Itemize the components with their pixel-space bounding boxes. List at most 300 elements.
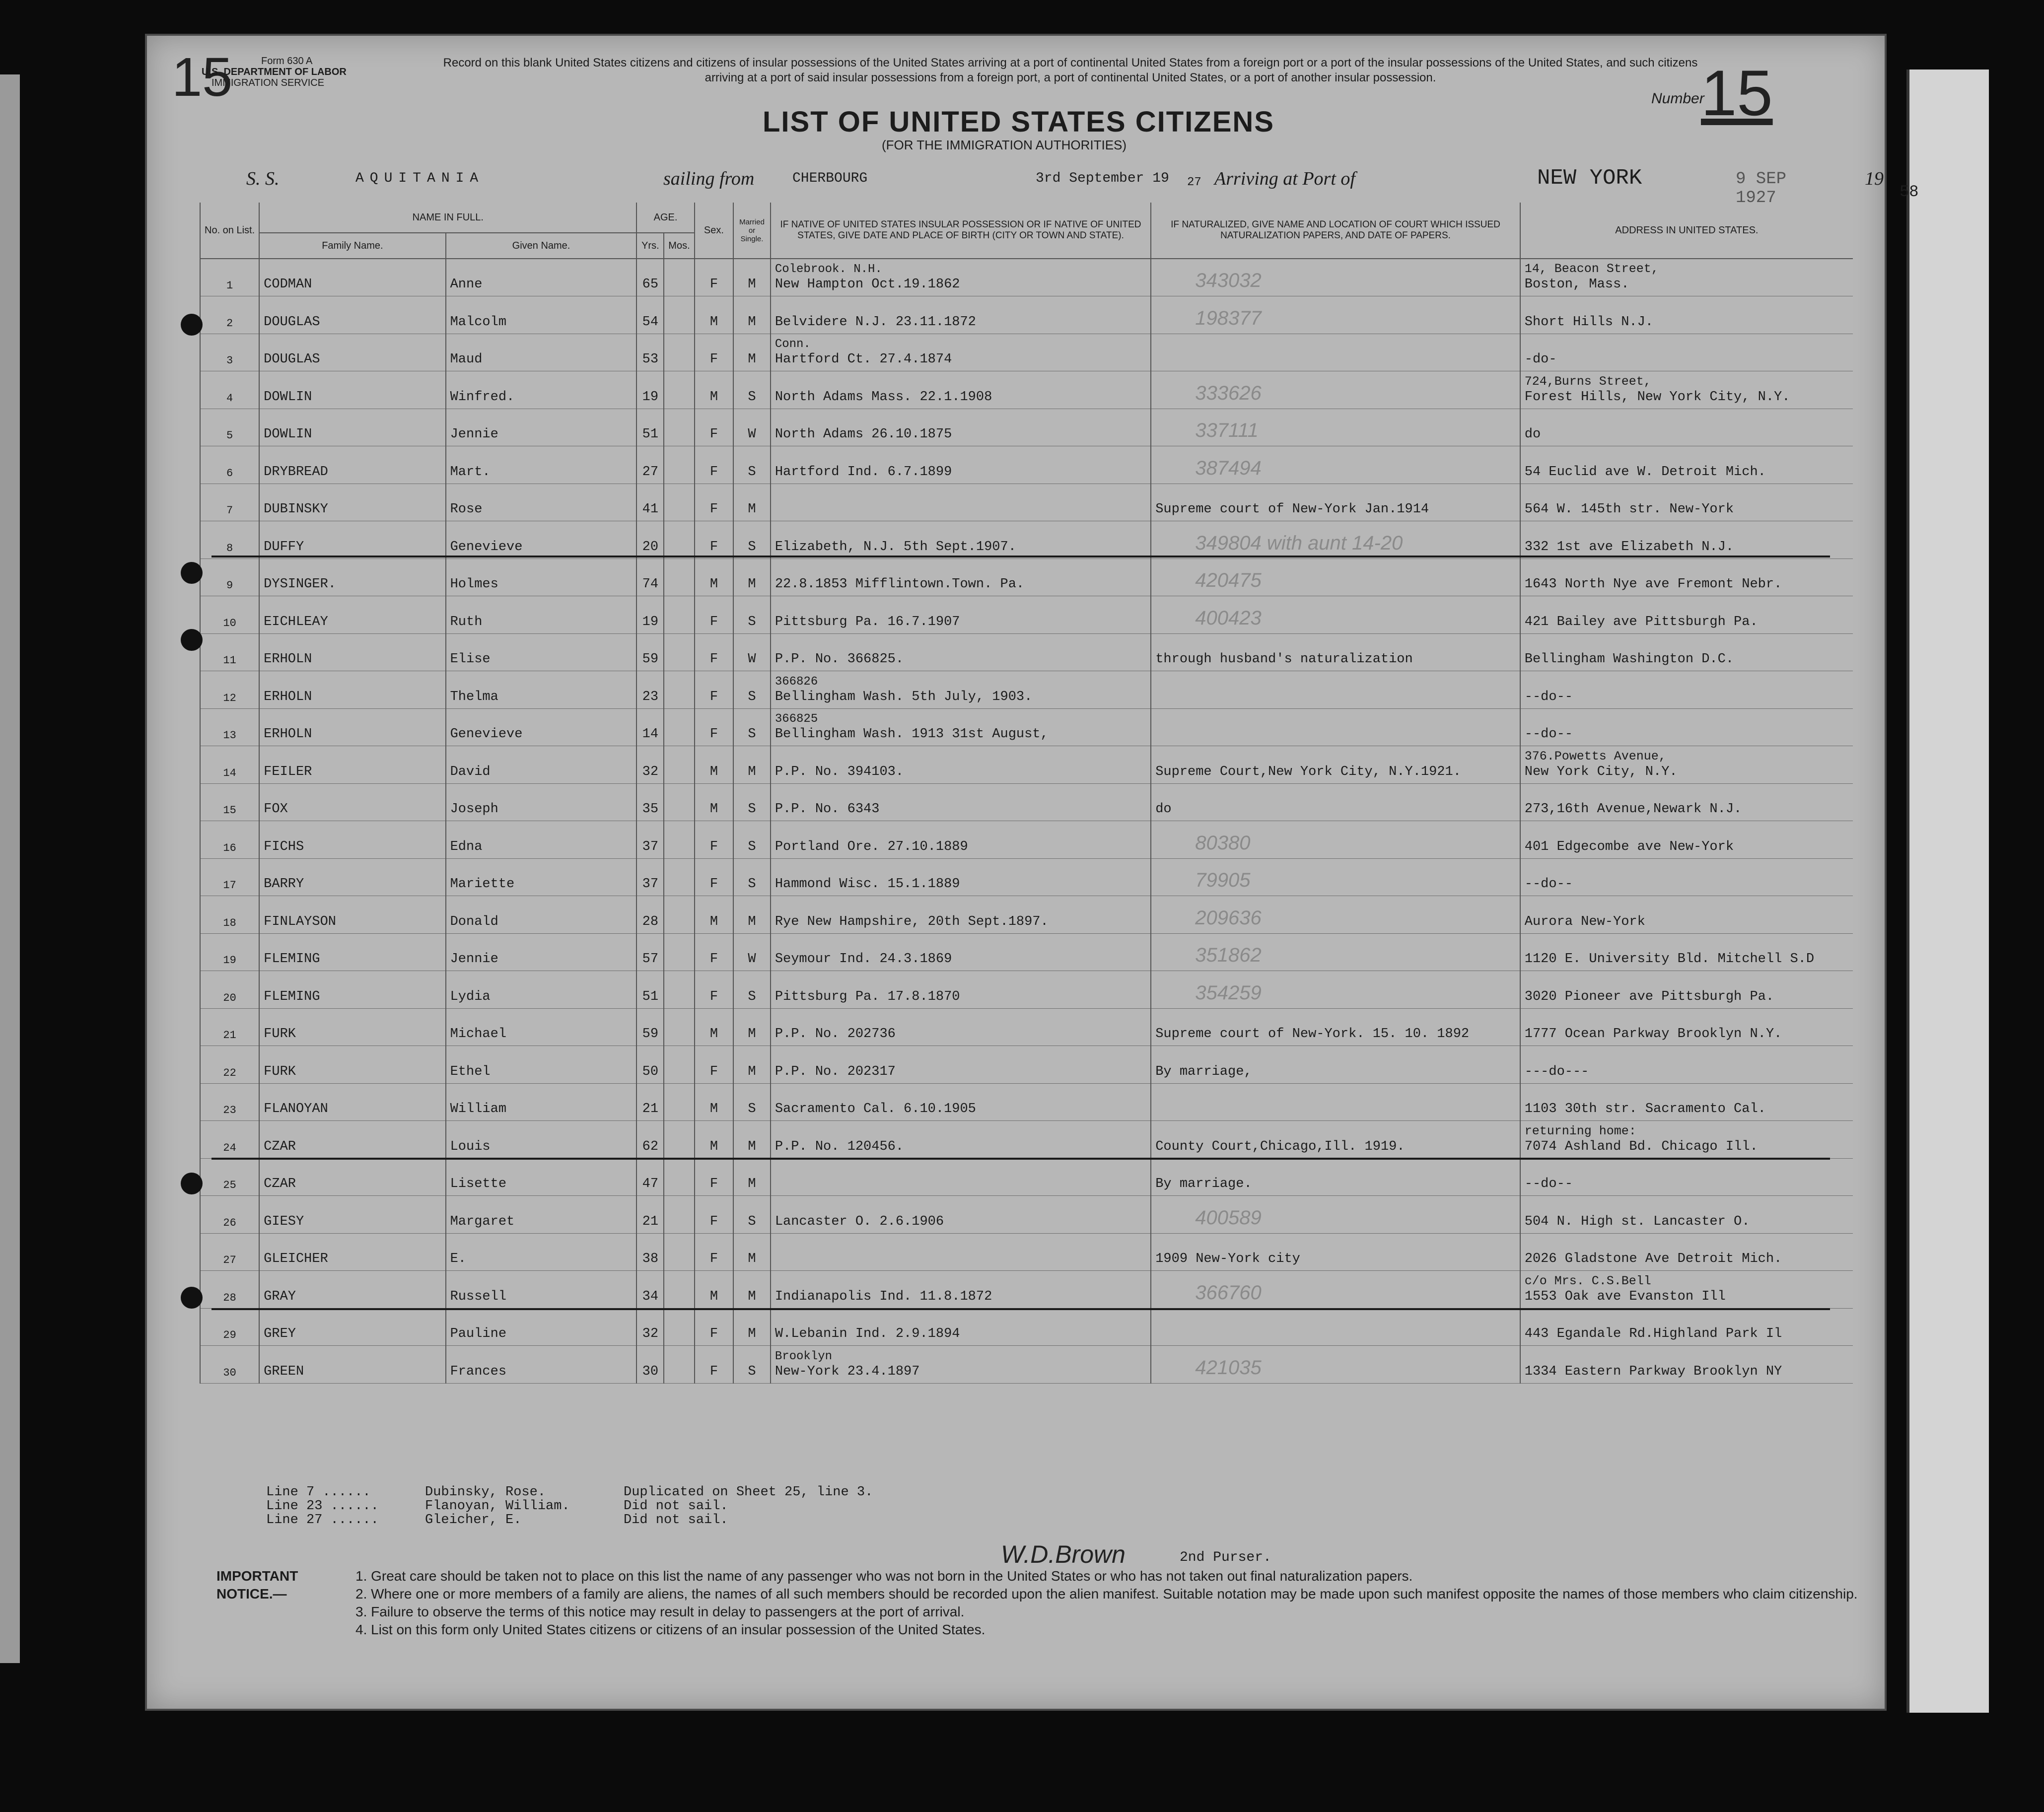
table-row (200, 1346, 1853, 1384)
col-naturalized: IF NATURALIZED, GIVE NAME AND LOCATION OF COURT WHICH ISSUED NATURALIZATION PAPERS, AND DATE OF PAPERS. (1151, 203, 1520, 259)
footnote-line (266, 1499, 921, 1513)
birth-place (771, 1233, 1151, 1271)
birth-place (771, 633, 1151, 671)
given-name (446, 596, 637, 634)
marital-status-text: M (748, 277, 756, 292)
birth-place-note: Colebrook. N.H. (775, 263, 882, 276)
age-years-text: 19 (642, 614, 659, 629)
arrival-stamp: 9 SEP 1927 (1736, 170, 1787, 208)
age-years-text: 37 (642, 839, 659, 854)
row-number-text: 12 (223, 692, 236, 704)
row-number-text: 3 (226, 354, 233, 367)
family-name (259, 558, 445, 596)
page-title: LIST OF UNITED STATES CITIZENS (763, 106, 1274, 138)
given-name (446, 783, 637, 821)
age-years (636, 1121, 664, 1159)
address-text: do (1524, 427, 1541, 442)
sex-text: F (709, 352, 718, 367)
age-years-text: 53 (642, 352, 659, 367)
address (1520, 971, 1853, 1009)
port-from: CHERBOURG (792, 171, 868, 186)
number-value: 15 (1701, 57, 1773, 129)
marital-status-text: M (748, 1027, 756, 1042)
naturalization (1151, 896, 1520, 934)
address (1520, 1271, 1853, 1309)
table-row (200, 971, 1853, 1009)
address-text: 3020 Pioneer ave Pittsburgh Pa. (1524, 989, 1774, 1004)
birth-place-note: Brooklyn (775, 1349, 833, 1363)
family-name-text: DUBINSKY (264, 502, 328, 517)
birth-place (771, 334, 1151, 371)
address-line-1: 724,Burns Street, (1524, 374, 1651, 389)
family-name (259, 296, 445, 334)
pencil-certificate-number: 354259 (1195, 981, 1262, 1004)
naturalization (1151, 371, 1520, 409)
row-number-text: 11 (223, 654, 236, 667)
marital-status-text: M (748, 502, 756, 517)
address (1520, 633, 1853, 671)
page-subtitle: (FOR THE IMMIGRATION AUTHORITIES) (882, 138, 1127, 152)
given-name (446, 1308, 637, 1346)
given-name (446, 409, 637, 446)
strike-line-23 (211, 1158, 1830, 1160)
family-name (259, 1008, 445, 1046)
address (1520, 1233, 1853, 1271)
birth-place-text: Pittsburg Pa. 17.8.1870 (775, 989, 960, 1004)
marital-status-text: M (748, 314, 756, 330)
sailing-label: sailing from (663, 168, 755, 189)
marital-status (733, 746, 771, 784)
birth-place (771, 1121, 1151, 1159)
age-months (664, 334, 694, 371)
row-number-text: 14 (223, 767, 236, 779)
sex-text: F (709, 877, 718, 892)
birth-place-text: P.P. No. 202317 (775, 1064, 896, 1079)
given-name (446, 484, 637, 521)
given-name-text: Rose (450, 502, 483, 517)
naturalization (1151, 1046, 1520, 1084)
family-name (259, 484, 445, 521)
age-years-text: 47 (642, 1177, 659, 1191)
birth-place-text: P.P. No. 366825. (775, 652, 904, 667)
table-row (200, 1271, 1853, 1309)
row-number-text: 25 (223, 1179, 236, 1191)
family-name-text: DOWLIN (264, 389, 312, 405)
age-years (636, 1196, 664, 1234)
row-number (200, 1008, 259, 1046)
sex (695, 933, 734, 971)
table-row (200, 1158, 1853, 1196)
port-to: NEW YORK (1537, 166, 1642, 191)
footnote-line: Line 27 ...... (266, 1513, 379, 1528)
given-name-text: Lisette (450, 1177, 507, 1191)
address (1520, 858, 1853, 896)
col-name-in-full: NAME IN FULL. (259, 203, 636, 233)
birth-place-text: Sacramento Cal. 6.10.1905 (775, 1102, 976, 1116)
age-years-text: 41 (642, 502, 659, 517)
year-19: 19 (1865, 168, 1884, 189)
row-number (200, 1046, 259, 1084)
sex (695, 783, 734, 821)
family-name-text: DYSINGER. (264, 577, 336, 592)
department: U.S. DEPARTMENT OF LABOR (202, 67, 347, 77)
address (1520, 1158, 1853, 1196)
birth-place (771, 558, 1151, 596)
given-name-text: Malcolm (450, 314, 507, 330)
address-text: New York City, N.Y. (1524, 764, 1678, 779)
sex-text: F (709, 614, 718, 629)
sex-text: M (709, 1139, 718, 1154)
sex (695, 896, 734, 934)
marital-status (733, 1196, 771, 1234)
address-text: --do-- (1524, 689, 1573, 704)
age-months (664, 558, 694, 596)
pencil-certificate-number: 400423 (1195, 607, 1262, 629)
age-years-text: 74 (642, 577, 659, 592)
marital-status-text: S (748, 539, 756, 555)
pencil-certificate-number: 79905 (1195, 869, 1251, 891)
age-years (636, 409, 664, 446)
naturalization (1151, 933, 1520, 971)
naturalization (1151, 633, 1520, 671)
given-name (446, 558, 637, 596)
naturalization (1151, 708, 1520, 746)
row-number (200, 1083, 259, 1121)
birth-place-text: New Hampton Oct.19.1862 (775, 277, 960, 292)
naturalization (1151, 1196, 1520, 1234)
family-name (259, 1158, 445, 1196)
row-number-text: 10 (223, 617, 236, 629)
birth-place (771, 596, 1151, 634)
row-number-text: 16 (223, 841, 236, 854)
sex (695, 821, 734, 859)
row-number-text: 8 (226, 542, 233, 555)
age-years-text: 51 (642, 427, 659, 442)
given-name (446, 446, 637, 484)
sex-text: F (709, 277, 718, 292)
family-name (259, 1121, 445, 1159)
age-years-text: 14 (642, 727, 659, 742)
row-number (200, 783, 259, 821)
sex (695, 1271, 734, 1309)
marital-status (733, 296, 771, 334)
naturalization (1151, 783, 1520, 821)
address (1520, 1346, 1853, 1384)
sex-text: M (709, 1027, 718, 1042)
birth-place (771, 858, 1151, 896)
table-row (200, 783, 1853, 821)
sex (695, 259, 734, 296)
address-text: --do-- (1524, 727, 1573, 742)
birth-place (771, 259, 1151, 296)
row-number-text: 6 (226, 467, 233, 480)
age-months (664, 371, 694, 409)
row-number-text: 4 (226, 392, 233, 405)
sex (695, 334, 734, 371)
sex-text: M (709, 314, 718, 330)
address (1520, 1196, 1853, 1234)
given-name-text: Holmes (450, 577, 498, 592)
sex-text: F (709, 952, 718, 967)
address (1520, 746, 1853, 784)
row-number (200, 484, 259, 521)
age-months (664, 1008, 694, 1046)
address-text: --do-- (1524, 877, 1573, 892)
given-name (446, 1158, 637, 1196)
family-name (259, 409, 445, 446)
family-name (259, 596, 445, 634)
row-number (200, 409, 259, 446)
age-years (636, 633, 664, 671)
age-years-text: 20 (642, 539, 659, 555)
age-months (664, 671, 694, 709)
address (1520, 933, 1853, 971)
table-row (200, 671, 1853, 709)
marital-status (733, 1308, 771, 1346)
age-years (636, 1233, 664, 1271)
age-years (636, 858, 664, 896)
purser-title: 2nd Purser. (1180, 1550, 1271, 1565)
age-years (636, 558, 664, 596)
row-number (200, 558, 259, 596)
sex (695, 633, 734, 671)
birth-place (771, 446, 1151, 484)
address-text: 401 Edgecombe ave New-York (1524, 839, 1734, 854)
row-number (200, 1271, 259, 1309)
naturalization (1151, 409, 1520, 446)
given-name (446, 334, 637, 371)
address (1520, 671, 1853, 709)
marital-status (733, 1346, 771, 1384)
given-name-text: Winfred. (450, 389, 515, 405)
age-months (664, 259, 694, 296)
marital-status (733, 933, 771, 971)
marital-status (733, 596, 771, 634)
age-years (636, 1046, 664, 1084)
given-name-text: Frances (450, 1364, 507, 1379)
number-label: Number (1651, 90, 1704, 107)
given-name (446, 1121, 637, 1159)
family-name (259, 633, 445, 671)
birth-place-text: Lancaster O. 2.6.1906 (775, 1214, 944, 1229)
footnote-name: Dubinsky, Rose. (425, 1485, 546, 1500)
address-text: 443 Egandale Rd.Highland Park Il (1524, 1326, 1782, 1341)
address-text: ---do--- (1524, 1064, 1589, 1079)
row-number (200, 596, 259, 634)
age-months (664, 821, 694, 859)
table-row (200, 446, 1853, 484)
naturalization-text: Supreme court of New-York. 15. 10. 1892 (1155, 1027, 1470, 1042)
naturalization (1151, 746, 1520, 784)
row-number (200, 446, 259, 484)
birth-place-text: Bellingham Wash. 5th July, 1903. (775, 689, 1033, 704)
sailing-date: 3rd September 19 (1036, 171, 1169, 186)
sex-text: F (709, 464, 718, 480)
address-text: 1643 North Nye ave Fremont Nebr. (1524, 577, 1782, 592)
family-name (259, 1346, 445, 1384)
family-name-text: DOWLIN (264, 427, 312, 442)
naturalization (1151, 1346, 1520, 1384)
table-row (200, 1308, 1853, 1346)
birth-place-text: P.P. No. 394103. (775, 764, 904, 779)
family-name-text: CODMAN (264, 277, 312, 292)
marital-status (733, 1121, 771, 1159)
row-number (200, 1196, 259, 1234)
age-months (664, 1196, 694, 1234)
marital-status-text: M (748, 914, 756, 929)
row-number (200, 1158, 259, 1196)
sex-text: M (709, 577, 718, 592)
stamp-number: 15 (172, 47, 233, 108)
naturalization (1151, 1271, 1520, 1309)
purser-signature: W.D.Brown (1001, 1540, 1126, 1568)
sex-text: M (709, 389, 718, 405)
family-name (259, 783, 445, 821)
page-number: 58 (1900, 183, 1919, 201)
family-name (259, 896, 445, 934)
family-name (259, 334, 445, 371)
given-name-text: Genevieve (450, 539, 523, 555)
age-months (664, 1158, 694, 1196)
given-name-text: Donald (450, 914, 498, 929)
birth-place (771, 1346, 1151, 1384)
table-row (200, 558, 1853, 596)
row-number-text: 15 (223, 804, 236, 817)
sex-text: M (709, 764, 718, 779)
pencil-certificate-number: 351862 (1195, 944, 1262, 966)
footnote-note: Did not sail. (624, 1499, 728, 1514)
marital-status (733, 821, 771, 859)
sex (695, 708, 734, 746)
row-number-text: 9 (226, 579, 233, 592)
table-row (200, 409, 1853, 446)
age-years-text: 59 (642, 652, 659, 667)
sex (695, 1233, 734, 1271)
col-native: IF NATIVE OF UNITED STATES INSULAR POSSESSION OR IF NATIVE OF UNITED STATES, GIVE DATE AND PLACE OF BIRTH (CITY OR TOWN AND STATE). (771, 203, 1151, 259)
notice-item: 4. List on this form only United States citizens or citizens of an insular possession of the United States. (355, 1622, 986, 1637)
sex (695, 971, 734, 1009)
birth-place (771, 1046, 1151, 1084)
birth-place-text: Belvidere N.J. 23.11.1872 (775, 314, 976, 330)
pencil-certificate-number: 343032 (1195, 270, 1262, 291)
naturalization (1151, 1121, 1520, 1159)
address-text: 1553 Oak ave Evanston Ill (1524, 1289, 1726, 1304)
row-number-text: 21 (223, 1029, 236, 1042)
given-name-text: Jennie (450, 427, 498, 442)
family-name-text: DOUGLAS (264, 314, 320, 330)
marital-status (733, 371, 771, 409)
naturalization-text: Supreme Court,New York City, N.Y.1921. (1155, 764, 1461, 779)
birth-place-text: New-York 23.4.1897 (775, 1364, 920, 1379)
marital-status-text: S (748, 802, 756, 817)
address-text: -do- (1524, 352, 1557, 367)
punch-hole (181, 629, 203, 651)
important-notice (216, 1567, 1865, 1639)
age-months (664, 1271, 694, 1309)
table-row (200, 334, 1853, 371)
address (1520, 1121, 1853, 1159)
birth-place-text: Elizabeth, N.J. 5th Sept.1907. (775, 539, 1016, 555)
row-number (200, 1346, 259, 1384)
age-years-text: 27 (642, 464, 659, 480)
sex (695, 1346, 734, 1384)
row-number (200, 334, 259, 371)
footnote-name: Gleicher, E. (425, 1513, 522, 1528)
sex-text: M (709, 914, 718, 929)
family-name (259, 671, 445, 709)
sex (695, 371, 734, 409)
birth-place (771, 1308, 1151, 1346)
family-name-text: DRYBREAD (264, 464, 328, 480)
marital-status-text: S (748, 389, 756, 405)
year-suffix: 27 (1187, 176, 1201, 189)
marital-status (733, 633, 771, 671)
row-number-text: 22 (223, 1066, 236, 1079)
marital-status-text: W (748, 652, 756, 667)
table-row (200, 1046, 1853, 1084)
age-years-text: 19 (642, 389, 659, 405)
address-text: 54 Euclid ave W. Detroit Mich. (1524, 464, 1766, 480)
sex-text: F (709, 1252, 718, 1266)
pencil-certificate-number: 80380 (1195, 832, 1251, 854)
pencil-certificate-number: 387494 (1195, 457, 1262, 479)
age-months (664, 971, 694, 1009)
given-name-text: Margaret (450, 1214, 515, 1229)
address (1520, 821, 1853, 859)
marital-status (733, 1046, 771, 1084)
punch-hole (181, 1173, 203, 1194)
table-row (200, 633, 1853, 671)
address-text: Boston, Mass. (1524, 277, 1629, 292)
given-name-text: Maud (450, 352, 483, 367)
address (1520, 596, 1853, 634)
col-sex: Sex. (695, 203, 734, 259)
naturalization (1151, 1008, 1520, 1046)
age-months (664, 296, 694, 334)
birth-place-text: Bellingham Wash. 1913 31st August, (775, 727, 1049, 742)
family-name (259, 521, 445, 559)
table-row (200, 933, 1853, 971)
punch-hole (181, 1287, 203, 1309)
age-months (664, 746, 694, 784)
birth-place (771, 708, 1151, 746)
sex (695, 1046, 734, 1084)
naturalization (1151, 1158, 1520, 1196)
sex (695, 446, 734, 484)
address (1520, 484, 1853, 521)
table-row (200, 1008, 1853, 1046)
age-years (636, 821, 664, 859)
age-years (636, 746, 664, 784)
marital-status (733, 1008, 771, 1046)
table-row (200, 858, 1853, 896)
birth-place (771, 409, 1151, 446)
adjacent-page-edge (0, 74, 20, 1663)
marital-status (733, 896, 771, 934)
given-name (446, 896, 637, 934)
address-text: Bellingham Washington D.C. (1524, 652, 1734, 667)
row-number-text: 30 (223, 1366, 236, 1379)
family-name (259, 821, 445, 859)
given-name (446, 1008, 637, 1046)
footnote-line: Line 7 ...... (266, 1485, 371, 1500)
given-name-text: Ethel (450, 1064, 491, 1079)
sex (695, 1008, 734, 1046)
table-row (200, 296, 1853, 334)
naturalization (1151, 821, 1520, 859)
given-name-text: E. (450, 1252, 467, 1266)
family-name-text: GREEN (264, 1364, 304, 1379)
